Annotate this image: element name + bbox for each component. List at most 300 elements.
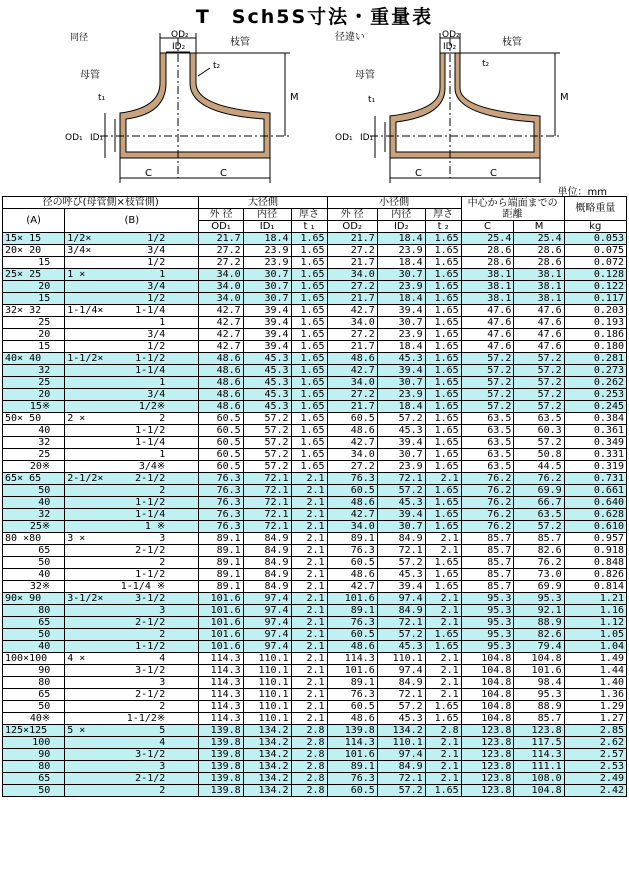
cell-od2: 27.2 [327,281,377,293]
cell-size-b [65,293,199,305]
cell-od1: 114.3 [199,689,243,701]
header-od2: OD₂ [327,221,377,233]
cell-kg: 0.072 [564,257,626,269]
cell-size-b [65,629,199,641]
cell-od2: 27.2 [327,389,377,401]
cell-size-a: 100 [3,737,65,749]
size-b-branch: 4 [159,652,166,664]
cell-kg: 0.384 [564,413,626,425]
size-b-branch: 3-1/2 [135,664,166,676]
cell-od2: 42.7 [327,305,377,317]
cell-id1: 39.4 [243,305,291,317]
cell-od2: 42.7 [327,365,377,377]
header-label-r: 母管 [355,70,375,81]
cell-m: 114.3 [514,749,564,761]
cell-c: 95.3 [461,593,514,605]
cell-c: 95.3 [461,641,514,653]
table-row [3,713,627,725]
cell-size-b [65,761,199,773]
cell-od1: 114.3 [199,701,243,713]
cell-od1: 48.6 [199,353,243,365]
cell-id1: 57.2 [243,425,291,437]
m-label: M [290,92,299,103]
cell-id2: 18.4 [377,341,425,353]
id2-label: ID₂ [172,42,186,52]
cell-c: 85.7 [461,533,514,545]
cell-id1: 134.2 [243,773,291,785]
cell-t2: 1.65 [425,245,461,257]
cell-c: 123.8 [461,785,514,797]
cell-t1: 1.65 [291,377,327,389]
cell-t1: 1.65 [291,389,327,401]
cell-size-b [65,569,199,581]
cell-c: 76.2 [461,473,514,485]
cell-size-b [65,749,199,761]
cell-id2: 45.3 [377,641,425,653]
cell-t1: 1.65 [291,269,327,281]
cell-c: 25.4 [461,233,514,245]
cell-kg: 2.57 [564,749,626,761]
cell-m: 82.6 [514,629,564,641]
cell-m: 57.2 [514,377,564,389]
cell-id2: 57.2 [377,557,425,569]
cell-m: 76.2 [514,557,564,569]
cell-od2: 76.3 [327,773,377,785]
cell-size-b [65,641,199,653]
cell-m: 111.1 [514,761,564,773]
cell-t1: 1.65 [291,353,327,365]
cell-kg: 2.62 [564,737,626,749]
size-b-main: 5 × [67,724,86,736]
cell-t1: 1.65 [291,281,327,293]
cell-t2: 2.1 [425,473,461,485]
size-b-branch: 2 [159,412,166,424]
cell-od2: 101.6 [327,749,377,761]
cell-id2: 23.9 [377,281,425,293]
cell-size-a: 15× 15 [3,233,65,245]
cell-od2: 42.7 [327,509,377,521]
cell-t2: 1.65 [425,269,461,281]
cell-od1: 42.7 [199,341,243,353]
cell-od2: 21.7 [327,293,377,305]
cell-od2: 48.6 [327,353,377,365]
size-b-branch: 2-1/2 [135,616,166,628]
cell-c: 123.8 [461,749,514,761]
cell-m: 60.3 [514,425,564,437]
cell-od2: 60.5 [327,701,377,713]
cell-id1: 110.1 [243,665,291,677]
table-row [3,389,627,401]
od2-label-r: OD₂ [442,30,460,40]
cell-od2: 89.1 [327,761,377,773]
cell-c: 104.8 [461,653,514,665]
cell-t1: 1.65 [291,341,327,353]
cell-size-b [65,497,199,509]
cell-kg: 0.361 [564,425,626,437]
cell-od2: 21.7 [327,257,377,269]
cell-kg: 0.122 [564,281,626,293]
cell-m: 101.6 [514,665,564,677]
table-row [3,353,627,365]
cell-size-a: 65 [3,689,65,701]
size-b-branch: 2-1/2 [135,772,166,784]
cell-c: 28.6 [461,245,514,257]
cell-id2: 23.9 [377,329,425,341]
c-label-r1: C [415,168,422,179]
cell-m: 95.3 [514,593,564,605]
cell-size-a: 65× 65 [3,473,65,485]
cell-m: 98.4 [514,677,564,689]
cell-id2: 23.9 [377,389,425,401]
cell-id1: 97.4 [243,605,291,617]
cell-kg: 0.053 [564,233,626,245]
header-id-small: 内径 [377,209,425,221]
cell-od1: 139.8 [199,725,243,737]
cell-c: 38.1 [461,281,514,293]
cell-size-a: 40× 40 [3,353,65,365]
cell-kg: 0.180 [564,341,626,353]
size-b-branch: 2-1/2 [135,544,166,556]
cell-m: 38.1 [514,293,564,305]
unit-note: 単位：mm [557,187,607,198]
cell-m: 57.2 [514,365,564,377]
cell-id1: 97.4 [243,593,291,605]
cell-t1: 1.65 [291,365,327,377]
cell-id1: 110.1 [243,689,291,701]
cell-id1: 84.9 [243,581,291,593]
header-kg: kg [564,221,626,233]
cell-id1: 84.9 [243,533,291,545]
cell-c: 85.7 [461,557,514,569]
cell-id1: 57.2 [243,437,291,449]
cell-od2: 60.5 [327,557,377,569]
cell-kg: 1.12 [564,617,626,629]
cell-t2: 1.65 [425,257,461,269]
table-row [3,689,627,701]
cell-id2: 30.7 [377,521,425,533]
table-row [3,653,627,665]
size-b-branch: 1-1/4 [135,304,166,316]
cell-od1: 114.3 [199,713,243,725]
cell-m: 85.7 [514,713,564,725]
cell-t1: 2.1 [291,665,327,677]
cell-m: 57.2 [514,353,564,365]
size-b-branch: 2 [159,700,166,712]
size-b-branch: 3 [159,676,166,688]
cell-id1: 110.1 [243,701,291,713]
table-row [3,401,627,413]
cell-od2: 34.0 [327,377,377,389]
cell-size-b [65,653,199,665]
cell-id2: 97.4 [377,749,425,761]
cell-od1: 21.7 [199,233,243,245]
cell-m: 66.7 [514,497,564,509]
cell-od1: 60.5 [199,437,243,449]
size-b-main: 1/2× [67,232,92,244]
cell-od2: 60.5 [327,485,377,497]
cell-size-b [65,737,199,749]
cell-size-b [65,785,199,797]
cell-id2: 57.2 [377,413,425,425]
cell-m: 95.3 [514,689,564,701]
cell-size-b [65,281,199,293]
size-b-branch: 2 [159,556,166,568]
cell-od2: 89.1 [327,605,377,617]
cell-od1: 139.8 [199,773,243,785]
table-row [3,749,627,761]
cell-kg: 1.04 [564,641,626,653]
cell-id2: 30.7 [377,449,425,461]
cell-t1: 2.1 [291,593,327,605]
cell-c: 63.5 [461,461,514,473]
cell-id2: 84.9 [377,677,425,689]
cell-kg: 2.85 [564,725,626,737]
cell-kg: 0.186 [564,329,626,341]
size-b-branch: 1/2 [147,256,166,268]
cell-id1: 18.4 [243,233,291,245]
cell-od1: 89.1 [199,533,243,545]
table-row [3,305,627,317]
cell-kg: 0.731 [564,473,626,485]
cell-kg: 0.253 [564,389,626,401]
cell-t2: 2.1 [425,545,461,557]
table-row [3,269,627,281]
cell-od2: 48.6 [327,569,377,581]
cell-m: 69.9 [514,485,564,497]
cell-od1: 42.7 [199,305,243,317]
cell-od1: 76.3 [199,509,243,521]
cell-id2: 39.4 [377,581,425,593]
cell-od1: 76.3 [199,497,243,509]
cell-t2: 2.1 [425,737,461,749]
cell-size-b [65,449,199,461]
cell-id1: 134.2 [243,749,291,761]
cell-kg: 1.29 [564,701,626,713]
cell-c: 95.3 [461,617,514,629]
cell-size-a: 80 [3,677,65,689]
cell-od2: 42.7 [327,437,377,449]
cell-id2: 45.3 [377,497,425,509]
cell-t1: 2.1 [291,653,327,665]
table-row [3,569,627,581]
cell-t2: 1.65 [425,413,461,425]
cell-t2: 1.65 [425,701,461,713]
cell-od2: 21.7 [327,341,377,353]
cell-id2: 97.4 [377,665,425,677]
header-nominal: 径の呼び(母管側×枝管側) [3,197,199,209]
cell-m: 123.8 [514,725,564,737]
table-row [3,233,627,245]
cell-id2: 57.2 [377,785,425,797]
cell-size-b [65,473,199,485]
cell-size-a: 50 [3,485,65,497]
cell-od1: 60.5 [199,413,243,425]
cell-od2: 101.6 [327,593,377,605]
cell-od2: 76.3 [327,689,377,701]
cell-od1: 89.1 [199,545,243,557]
table-row [3,725,627,737]
cell-t2: 1.65 [425,329,461,341]
cell-m: 38.1 [514,269,564,281]
table-row [3,245,627,257]
reducing-tee-diagram [330,28,585,188]
table-row [3,545,627,557]
cell-kg: 0.075 [564,245,626,257]
header-weight: 概略重量 [564,197,626,221]
cell-m: 57.2 [514,521,564,533]
cell-kg: 1.05 [564,629,626,641]
cell-c: 63.5 [461,413,514,425]
cell-id1: 84.9 [243,545,291,557]
cell-t1: 1.65 [291,413,327,425]
branch-label-r: 枝管 [502,37,522,48]
cell-t1: 1.65 [291,401,327,413]
equal-tee-diagram [60,28,315,188]
cell-t2: 2.1 [425,593,461,605]
cell-od1: 60.5 [199,449,243,461]
cell-id1: 84.9 [243,569,291,581]
cell-size-b [65,725,199,737]
cell-t1: 2.8 [291,773,327,785]
cell-c: 104.8 [461,701,514,713]
cell-c: 76.2 [461,521,514,533]
cell-id1: 57.2 [243,413,291,425]
cell-size-b [65,353,199,365]
cell-id1: 72.1 [243,473,291,485]
cell-id1: 45.3 [243,401,291,413]
cell-kg: 1.40 [564,677,626,689]
cell-size-b [65,521,199,533]
cell-size-a: 20 [3,281,65,293]
cell-t1: 2.1 [291,713,327,725]
cell-id2: 39.4 [377,509,425,521]
size-b-branch: 4 [159,736,166,748]
size-b-branch: 2 [159,484,166,496]
cell-id2: 84.9 [377,605,425,617]
cell-id2: 45.3 [377,353,425,365]
cell-c: 123.8 [461,773,514,785]
size-b-main: 2-1/2× [67,472,104,484]
cell-id2: 30.7 [377,269,425,281]
cell-t2: 1.65 [425,713,461,725]
table-row [3,473,627,485]
cell-id1: 45.3 [243,365,291,377]
cell-t2: 1.65 [425,449,461,461]
cell-size-a: 15※ [3,401,65,413]
cell-od2: 27.2 [327,245,377,257]
cell-kg: 0.117 [564,293,626,305]
cell-id2: 39.4 [377,437,425,449]
cell-m: 108.0 [514,773,564,785]
cell-id2: 134.2 [377,725,425,737]
cell-m: 88.9 [514,701,564,713]
cell-id2: 57.2 [377,629,425,641]
cell-m: 73.0 [514,569,564,581]
cell-size-a: 25※ [3,521,65,533]
cell-m: 47.6 [514,329,564,341]
size-b-main: 3-1/2× [67,592,104,604]
page-title: T Sch5S寸法・重量表 [195,6,434,28]
table-row [3,497,627,509]
header-small: 小径側 [327,197,461,209]
cell-t2: 2.1 [425,605,461,617]
cell-id2: 18.4 [377,233,425,245]
cell-id1: 97.4 [243,617,291,629]
cell-od2: 89.1 [327,677,377,689]
cell-t2: 1.65 [425,461,461,473]
cell-t2: 1.65 [425,641,461,653]
cell-size-b [65,425,199,437]
cell-id1: 45.3 [243,353,291,365]
header-id2: ID₂ [377,221,425,233]
cell-size-a: 50 [3,557,65,569]
table-row [3,617,627,629]
cell-kg: 1.44 [564,665,626,677]
cell-od1: 34.0 [199,293,243,305]
size-b-branch: 3/4※ [138,460,166,472]
cell-t2: 1.65 [425,521,461,533]
cell-od1: 27.2 [199,245,243,257]
c-label-r2: C [490,168,497,179]
cell-id2: 84.9 [377,761,425,773]
cell-t2: 2.1 [425,749,461,761]
cell-id1: 57.2 [243,449,291,461]
cell-id2: 45.3 [377,569,425,581]
table-row [3,593,627,605]
size-b-main: 1-1/2× [67,352,104,364]
cell-id1: 72.1 [243,521,291,533]
cell-size-a: 32× 32 [3,305,65,317]
cell-od2: 76.3 [327,617,377,629]
cell-id2: 72.1 [377,617,425,629]
cell-t2: 2.1 [425,773,461,785]
cell-t2: 1.65 [425,557,461,569]
cell-t2: 1.65 [425,509,461,521]
table-row [3,785,627,797]
size-b-branch: 1 [159,316,166,328]
cell-size-a: 40 [3,641,65,653]
cell-t2: 1.65 [425,281,461,293]
cell-t2: 1.65 [425,377,461,389]
cell-m: 28.6 [514,245,564,257]
cell-size-a: 65 [3,545,65,557]
cell-t2: 1.65 [425,437,461,449]
cell-size-b [65,557,199,569]
cell-id1: 45.3 [243,389,291,401]
cell-od2: 27.2 [327,461,377,473]
cell-od2: 60.5 [327,785,377,797]
size-b-main: 4 × [67,652,86,664]
cell-id1: 39.4 [243,329,291,341]
cell-id2: 18.4 [377,257,425,269]
cell-od1: 114.3 [199,677,243,689]
cell-od2: 60.5 [327,413,377,425]
table-row [3,605,627,617]
cell-t2: 1.65 [425,341,461,353]
cell-t1: 2.8 [291,785,327,797]
cell-kg: 0.281 [564,353,626,365]
cell-od1: 139.8 [199,785,243,797]
table-row [3,677,627,689]
cell-od2: 34.0 [327,449,377,461]
cell-kg: 0.203 [564,305,626,317]
cell-t1: 2.1 [291,485,327,497]
cell-t1: 1.65 [291,245,327,257]
cell-kg: 0.661 [564,485,626,497]
cell-c: 123.8 [461,761,514,773]
cell-id2: 45.3 [377,713,425,725]
cell-id2: 57.2 [377,485,425,497]
